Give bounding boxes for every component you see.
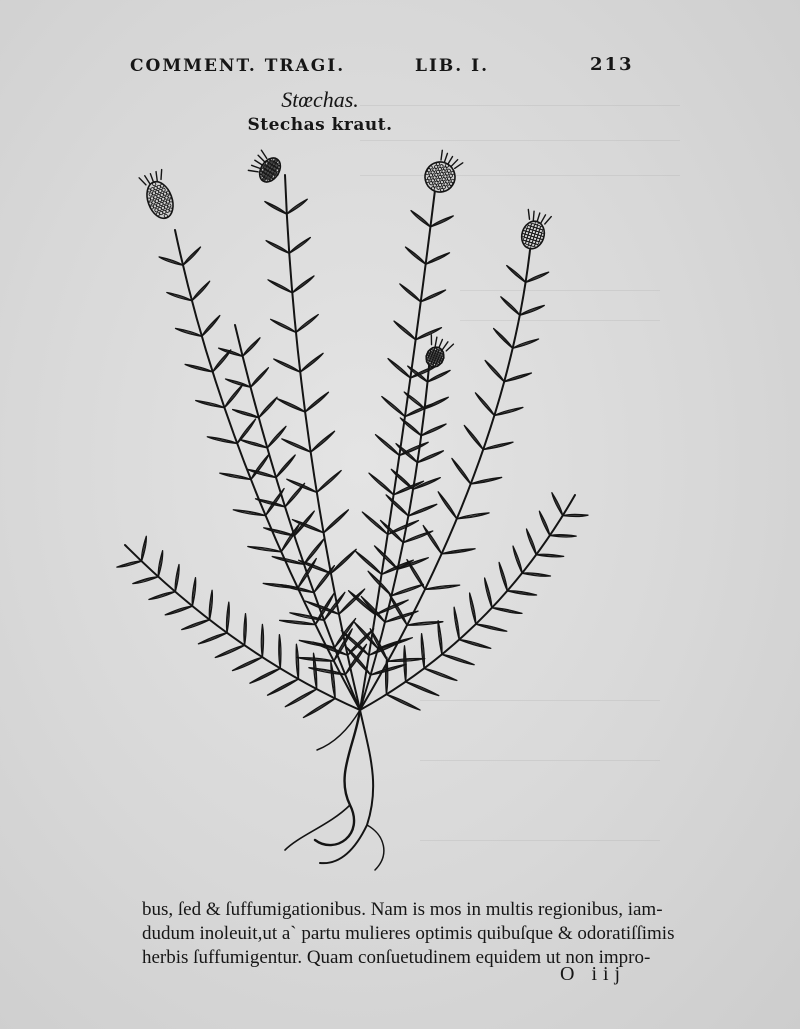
body-text <box>142 898 675 970</box>
plant-roots <box>285 710 384 870</box>
leaf-vein <box>541 515 550 536</box>
stem <box>175 230 360 710</box>
leaf-vein <box>494 409 518 416</box>
running-head-title: COMMENT. TRAGI. <box>130 56 346 76</box>
flower-bract <box>531 211 536 220</box>
leaf-vein <box>317 474 338 493</box>
leaf-vein <box>504 300 520 316</box>
leaf-vein <box>268 203 287 214</box>
leaf-vein <box>403 533 428 543</box>
leaf-vein <box>137 577 159 583</box>
leaf-vein <box>189 366 213 372</box>
leaf-vein <box>237 657 262 668</box>
leaf-vein <box>483 443 508 449</box>
leaf-vein <box>409 250 426 265</box>
body-line: bus, ſed & ſuffumigationibus. Nam is mos in multis regionibus, iam- <box>142 899 663 920</box>
leaf-vein <box>359 555 381 575</box>
leaf-vein <box>192 284 207 301</box>
leaf-vein <box>416 329 438 339</box>
leaf-vein <box>378 639 407 648</box>
leaf-vein <box>425 399 445 409</box>
leaf-vein <box>455 462 471 484</box>
leaf-vein <box>251 458 267 480</box>
flower-bract <box>433 337 438 346</box>
leaf-vein <box>428 372 447 382</box>
root <box>320 710 373 863</box>
leaf-vein <box>169 606 192 613</box>
leaf-vein <box>386 694 415 707</box>
leaf-vein <box>382 562 409 574</box>
leaf-vein <box>550 536 572 537</box>
leaf-vein <box>391 362 410 379</box>
flower-bract <box>255 160 263 165</box>
leaf-vein <box>397 324 415 340</box>
leaf-vein <box>296 317 315 332</box>
flower-head <box>248 149 285 186</box>
leaf-vein <box>183 250 198 266</box>
running-head <box>130 52 634 82</box>
leaf-vein <box>395 472 414 489</box>
leaf-vein <box>270 243 290 254</box>
flower-bract <box>545 215 551 225</box>
leaf-vein <box>331 553 353 573</box>
flower-bract <box>526 209 532 219</box>
leaf-vein <box>486 583 492 608</box>
plant-leaves <box>117 199 588 717</box>
leaf-vein <box>290 689 317 704</box>
flower-head <box>517 209 551 251</box>
leaf-vein <box>244 441 267 448</box>
body-line: herbis ſuffumigentur. Quam conſuetudinem equidem ut non impro- <box>142 947 651 968</box>
leaf-vein <box>272 679 298 693</box>
leaf-vein <box>554 496 563 515</box>
flower-bract <box>451 159 457 168</box>
leaf-vein <box>251 371 266 388</box>
leaf-vein <box>287 201 304 214</box>
flower-bract <box>248 167 258 175</box>
leaf-vein <box>254 668 280 681</box>
leaf-vein <box>426 255 446 265</box>
leaf-vein <box>385 400 405 417</box>
leaf-vein <box>500 567 507 591</box>
leaf-vein <box>459 640 486 647</box>
leaf-vein <box>291 481 317 492</box>
flower-bract <box>257 155 266 162</box>
flower-bract <box>145 175 150 184</box>
leaf-vein <box>225 388 241 408</box>
leaf-vein <box>300 356 320 372</box>
leaf-vein <box>513 340 535 348</box>
flower-bract <box>439 340 443 348</box>
leaf-vein <box>526 274 546 283</box>
leaf-vein <box>285 487 302 507</box>
leaf-vein <box>243 341 258 357</box>
leaf-vein <box>442 654 470 663</box>
leaf-vein <box>510 268 526 282</box>
leaf-vein <box>267 430 283 448</box>
leaf-vein <box>520 307 541 315</box>
leaf-vein <box>229 380 250 387</box>
leaf-vein <box>430 218 449 227</box>
leaf-vein <box>314 669 345 675</box>
leaf-vein <box>171 294 192 301</box>
leaf-vein <box>311 434 331 452</box>
leaf-vein <box>514 550 522 573</box>
leaf-vein <box>274 321 296 332</box>
flower-bract <box>252 164 261 171</box>
flower-bract <box>154 172 159 181</box>
leaf-vein <box>324 513 345 533</box>
flower-head <box>419 149 465 198</box>
leaf-vein <box>392 586 419 596</box>
leaf-vein <box>225 474 251 479</box>
leaf-vein <box>488 364 504 382</box>
leaf-vein <box>353 594 376 614</box>
leaf-vein <box>213 353 228 372</box>
leaf-vein <box>478 396 494 415</box>
leaf-vein <box>200 402 225 408</box>
flower-bract <box>443 341 448 350</box>
leaf-vein <box>186 620 210 628</box>
leaf-vein <box>403 287 421 302</box>
flower-head <box>420 335 454 372</box>
flower-bract <box>438 150 446 160</box>
leaf-vein <box>471 598 476 625</box>
leaf-vein <box>153 592 176 599</box>
leaf-vein <box>404 421 422 436</box>
leaf-vein <box>286 441 311 452</box>
stem <box>360 250 530 710</box>
leaf-vein <box>305 395 325 412</box>
root <box>317 710 360 750</box>
leaf-vein <box>259 400 275 417</box>
leaf-vein <box>407 395 424 409</box>
leaf-vein <box>212 438 237 444</box>
flower-heads <box>139 149 551 372</box>
leaf-vein <box>202 319 217 337</box>
signature-mark: O iij <box>560 963 627 985</box>
leaf-vein <box>417 453 439 463</box>
leaf-vein <box>314 570 332 593</box>
leaf-vein <box>373 476 394 494</box>
flower-bract <box>448 157 453 165</box>
body-line: dudum inoleuit,ut a` partu mulieres optimis quibuſque & odoratiſſimis <box>142 923 675 944</box>
leaf-vein <box>308 699 335 715</box>
leaf-vein <box>528 533 536 555</box>
leaf-vein <box>504 374 527 381</box>
leaf-vein <box>471 478 497 484</box>
flower-bract <box>139 176 146 186</box>
plant-illustration <box>105 135 605 885</box>
leaf-vein <box>203 633 227 642</box>
leaf-vein <box>163 258 183 265</box>
leaf-vein <box>272 282 293 293</box>
flower-bract <box>428 335 435 345</box>
leaf-vein <box>305 642 335 648</box>
flower-bract <box>150 174 153 182</box>
leaf-vein <box>379 438 399 456</box>
flower-bract <box>446 343 453 353</box>
flower-bract <box>541 214 546 223</box>
leaf-vein <box>406 682 434 694</box>
stem <box>360 495 575 710</box>
leaf-vein <box>378 549 398 569</box>
leaf-vein <box>276 458 292 477</box>
leaf-vein <box>304 543 321 565</box>
latin-title: Stœchas. <box>281 87 359 112</box>
flower-bract <box>158 170 165 180</box>
leaf-vein <box>476 624 502 630</box>
root <box>367 825 384 870</box>
leaf-vein <box>408 506 432 516</box>
leaf-vein <box>278 361 301 372</box>
leaf-vein <box>292 279 311 293</box>
leaf-vein <box>289 240 307 253</box>
page-number: 213 <box>590 54 634 75</box>
running-head-book: LIB. I. <box>415 56 489 76</box>
leaf-vein <box>497 331 513 348</box>
leaf-vein <box>282 401 306 412</box>
leaf-vein <box>467 429 483 450</box>
leaf-vein <box>421 292 442 302</box>
leaf-vein <box>237 411 259 418</box>
german-title: Stechas kraut. <box>247 115 393 135</box>
leaf-vein <box>424 668 452 678</box>
leaf-vein <box>414 213 431 227</box>
flower-bract <box>443 153 449 162</box>
plant-title <box>200 86 440 136</box>
leaf-vein <box>441 496 457 519</box>
flower-head <box>139 170 178 222</box>
leaf-vein <box>179 330 201 337</box>
leaf-vein <box>220 645 245 655</box>
flower-bract <box>537 213 540 222</box>
leaf-vein <box>421 426 442 436</box>
